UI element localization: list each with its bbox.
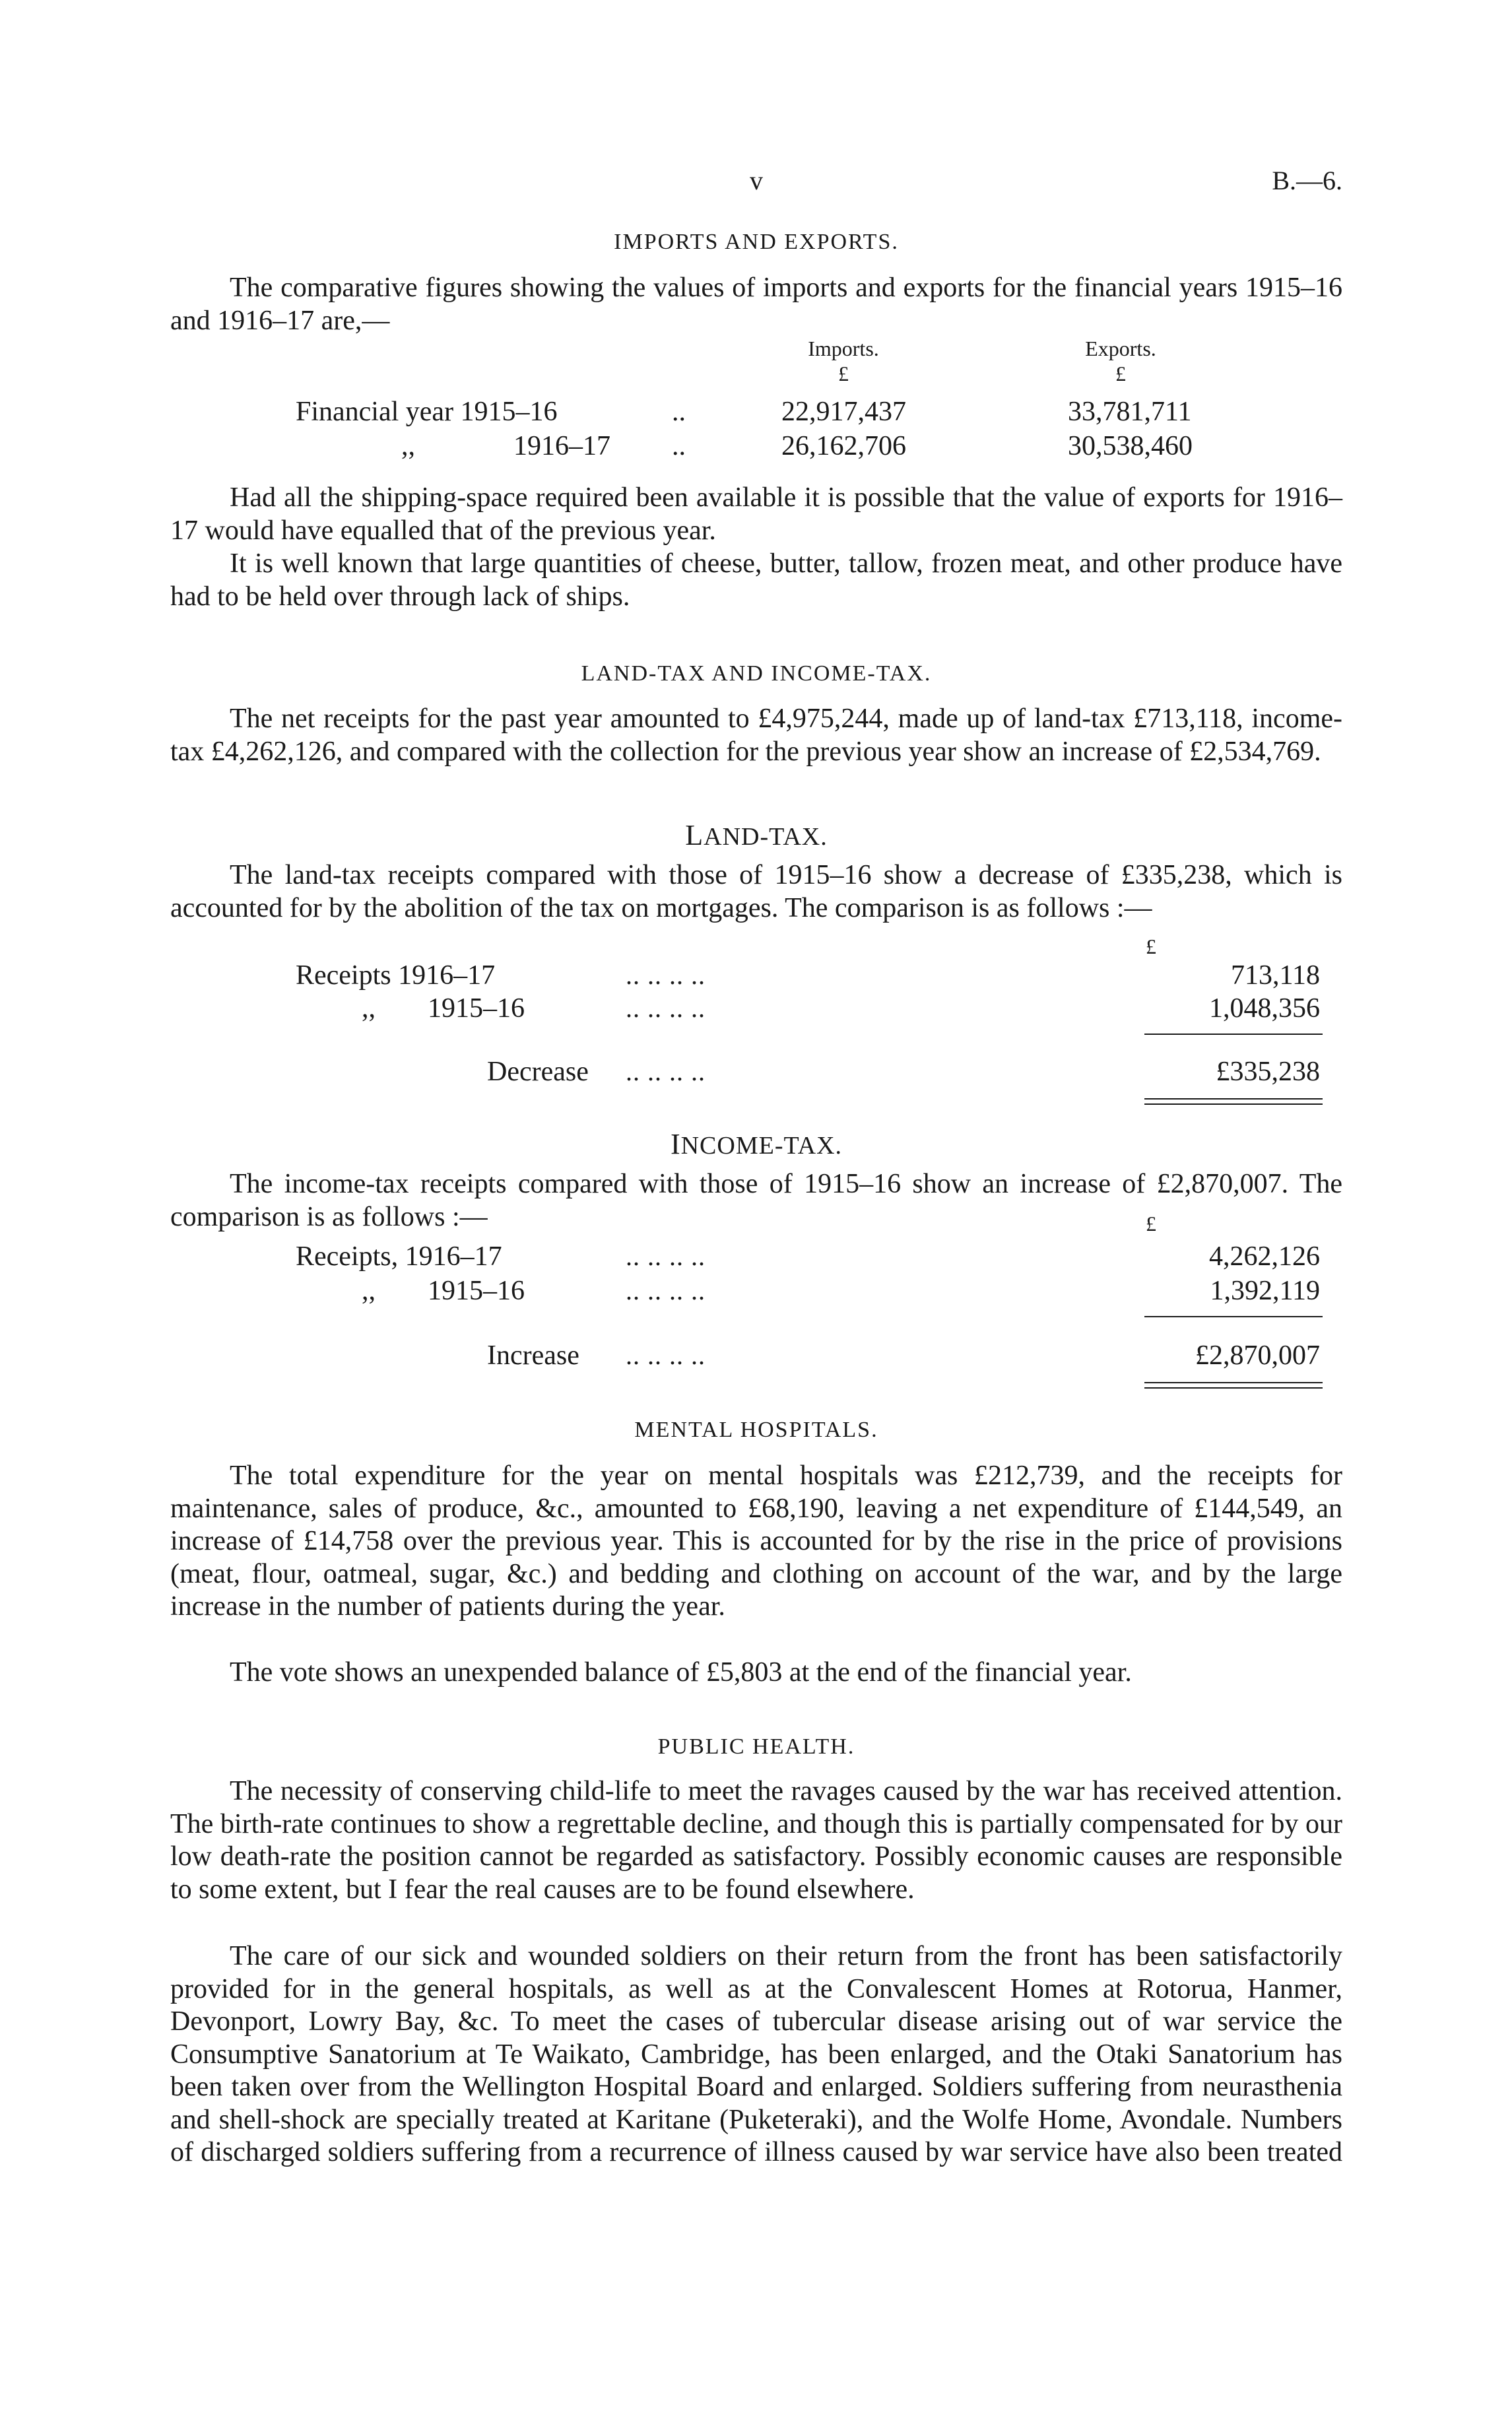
land-tax-row-2-label: 1915–16	[428, 993, 525, 1024]
exports-currency: £	[1115, 362, 1126, 385]
land-income-tax-para: The net receipts for the past year amounted to £4,975,244, made up of land-tax £713,118, income-tax £4,262,126, and compared with the collection for the previous year show an increase of £2,534,769.	[170, 704, 1342, 767]
land-tax-para: The land-tax receipts compared with those of 1915–16 show a decrease of £335,238, which is accounted for by the abolition of the tax on mortgages. The comparison is as follows :—	[170, 860, 1342, 923]
land-tax-total-value: £335,238	[1216, 1057, 1320, 1087]
subtotal-rule	[1144, 1316, 1323, 1317]
imports-currency: £	[838, 362, 849, 385]
imports-exports-intro: The comparative figures showing the values of imports and exports for the financial years 1915–16 and 1916–17 are,—	[170, 273, 1342, 336]
mental-hospitals-para-1: The total expenditure for the year on mental hospitals was £212,739, and the receipts for maintenance, sales of produce, &c., amounted to £68,190, leaving a net expenditure of £144,549, an increase of £14,758 over the previous year. This is accounted for by the rise in the price of provisions (meat, flour, oatmeal, sugar, &c.) and bedding and clothing on account of the war, and by the large increase in the number of patients during the year.	[170, 1461, 1342, 1622]
subheading-land-tax: LAND-TAX.	[685, 819, 828, 851]
page-reference: B.—6.	[1272, 166, 1342, 195]
imports-exports-para-2: It is well known that large quantities of cheese, butter, tallow, frozen meat, and other produce have had to be held over through lack of ships.	[170, 548, 1342, 612]
public-health-para-2: The care of our sick and wounded soldiers on their return from the front has been satisfactorily provided for in the general hospitals, as well as at the Convalescent Homes at Rotorua, Hanmer, Devonport, Lowry Bay, &c. To meet the cases of tubercular disease arising out of war service the Consumptive Sanatorium at Te Waikato, Cambridge, has been enlarged, and the Otaki Sanatorium has been taken over from the Wellington Hospital Board and enlarged. Soldiers suffering from neurasthenia and shell-shock are specially treated at Karitane (Puketeraki), and the Wolfe Home, Avondale. Numbers of discharged soldiers suffering from a recurrence of illness caused by war service have also been treated	[170, 1941, 1342, 2167]
income-tax-para: The income-tax receipts compared with those of 1915–16 show an increase of £2,870,007. The comparison is as follows :—	[170, 1169, 1342, 1232]
land-tax-currency: £	[1146, 935, 1156, 958]
land-tax-row-1-value: 713,118	[1231, 960, 1320, 991]
subheading-income-tax: INCOME-TAX.	[670, 1128, 843, 1160]
total-double-rule	[1144, 1103, 1323, 1105]
income-tax-row-2-ditto: ,,	[362, 1276, 376, 1306]
section-heading-land-income-tax: LAND-TAX AND INCOME-TAX.	[581, 661, 932, 686]
row-imports: 22,917,437	[781, 397, 906, 427]
row-ditto: ,,	[401, 431, 415, 461]
imports-column-header: Imports.	[808, 337, 879, 360]
income-tax-row-1-leader: .. .. .. ..	[626, 1241, 706, 1271]
income-tax-total-label: Increase	[487, 1340, 579, 1371]
income-tax-row-2-leader: .. .. .. ..	[626, 1276, 706, 1305]
row-exports: 33,781,711	[1068, 397, 1192, 427]
row-label: Financial year 1915–16	[296, 397, 558, 427]
income-tax-row-2-value: 1,392,119	[1210, 1276, 1320, 1306]
land-tax-row-1-leader: .. .. .. ..	[626, 960, 706, 990]
row-exports: 30,538,460	[1068, 431, 1193, 461]
section-heading-mental-hospitals: MENTAL HOSPITALS.	[634, 1418, 878, 1442]
row-imports: 26,162,706	[781, 431, 906, 461]
income-tax-currency: £	[1146, 1212, 1156, 1235]
row-label: 1916–17	[513, 431, 610, 461]
public-health-para-1: The necessity of conserving child-life to meet the ravages caused by the war has received attention. The birth-rate continues to show a regrettable decline, and though this is partially compensated for by our low death-rate the position cannot be regarded as satisfactory. Possibly economic causes are responsible to some extent, but I fear the real causes are to be found elsewhere.	[170, 1776, 1342, 1905]
page-number: v	[750, 166, 763, 195]
income-tax-total-value: £2,870,007	[1195, 1340, 1320, 1371]
land-tax-total-leader: .. .. .. ..	[626, 1057, 706, 1086]
mental-hospitals-para-2: The vote shows an unexpended balance of £5,803 at the end of the financial year.	[230, 1657, 1132, 1688]
section-heading-public-health: PUBLIC HEALTH.	[657, 1734, 855, 1759]
exports-column-header: Exports.	[1085, 337, 1156, 360]
income-tax-total-leader: .. .. .. ..	[626, 1340, 706, 1370]
income-tax-row-1-label: Receipts, 1916–17	[296, 1241, 502, 1272]
land-tax-row-2-leader: .. .. .. ..	[626, 993, 706, 1023]
total-double-rule	[1144, 1387, 1323, 1389]
subtotal-rule	[1144, 1034, 1323, 1035]
land-tax-row-2-ditto: ,,	[362, 993, 376, 1024]
land-tax-row-1-label: Receipts 1916–17	[296, 960, 496, 991]
section-heading-imports-exports: IMPORTS AND EXPORTS.	[614, 230, 899, 254]
income-tax-row-2-label: 1915–16	[428, 1276, 525, 1306]
row-leader: ..	[672, 431, 686, 461]
land-tax-total-label: Decrease	[487, 1057, 589, 1087]
row-leader: ..	[672, 397, 686, 427]
total-double-rule	[1144, 1382, 1323, 1383]
total-double-rule	[1144, 1098, 1323, 1100]
imports-exports-para-1: Had all the shipping-space required been available it is possible that the value of exports for 1916–17 would have equalled that of the previous year.	[170, 482, 1342, 546]
land-tax-row-2-value: 1,048,356	[1209, 993, 1320, 1024]
income-tax-row-1-value: 4,262,126	[1209, 1241, 1320, 1272]
